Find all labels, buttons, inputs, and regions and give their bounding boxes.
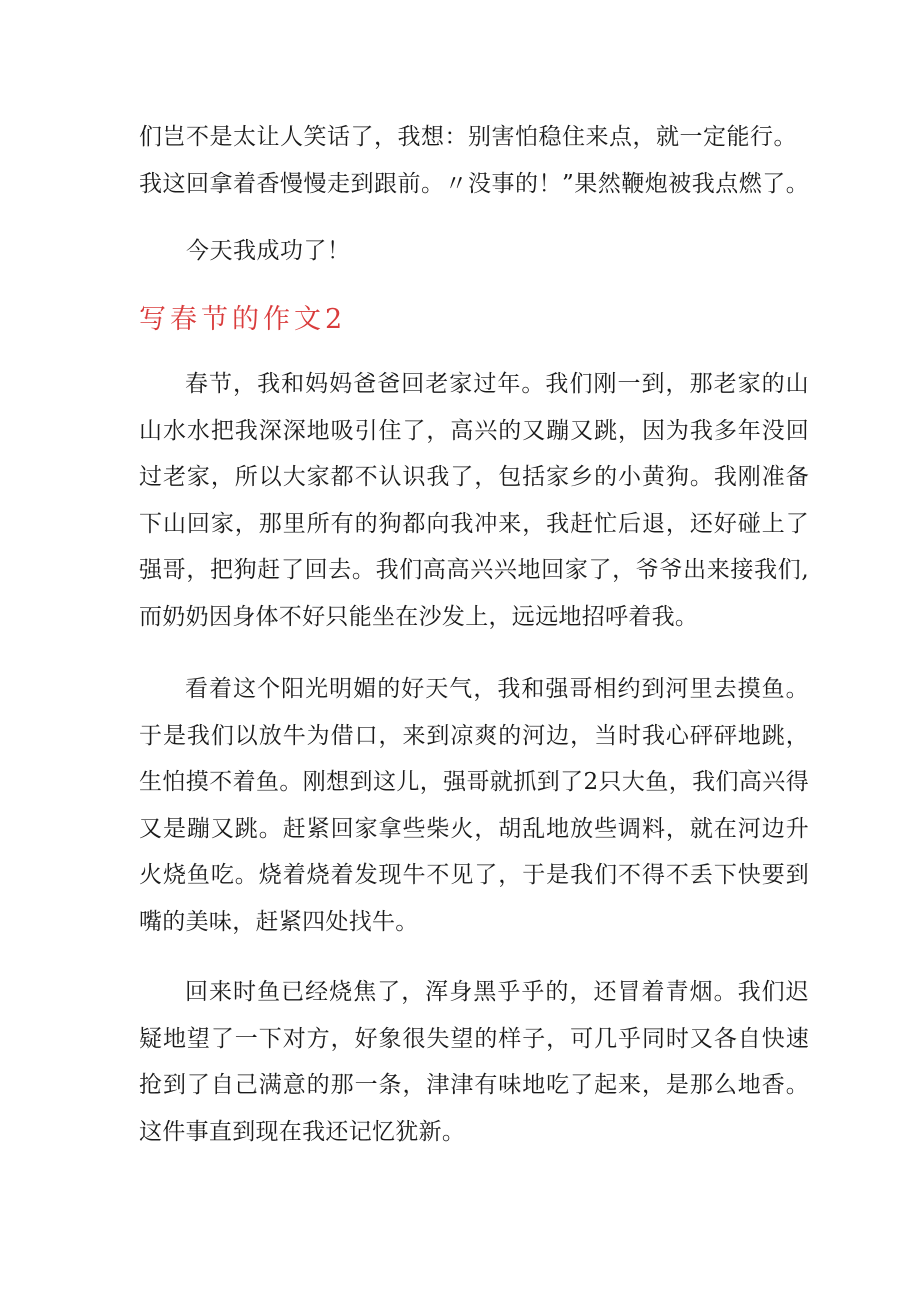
intro-line-2: 我这回拿着香慢慢走到跟前。〃没事的！”果然鞭炮被我点燃了。	[139, 171, 810, 197]
section-heading: 写春节的作文2	[139, 304, 347, 335]
intro-line-3: 今天我成功了！	[186, 238, 351, 264]
paragraph-2: 看着这个阳光明媚的好天气，我和强哥相约到河里去摸鱼。于是我们以放牛为借口，来到凉爽的河边，当时我心砰砰地跳，生怕摸不着鱼。刚想到这儿，强哥就抓到了2只大鱼，我们高兴得又是蹦又跳。赶紧回家拿些柴火，胡乱地放些调料，就在河边升火烧鱼吃。烧着烧着发现牛不见了，于是我们不得不丢下快要到嘴的美味，赶紧四处找牛。	[139, 676, 809, 935]
paragraph-1: 春节，我和妈妈爸爸回老家过年。我们刚一到，那老家的山山水水把我深深地吸引住了，高兴的又蹦又跳，因为我多年没回过老家，所以大家都不认识我了，包括家乡的小黄狗。我刚准备下山回家，那里所有的狗都向我冲来，我赶忙后退，还好碰上了强哥，把狗赶了回去。我们高高兴兴地回家了，爷爷出来接我们,而奶奶因身体不好只能坐在沙发上，远远地招呼着我。	[139, 371, 809, 630]
paragraph-3: 回来时鱼已经烧焦了，浑身黑乎乎的，还冒着青烟。我们迟疑地望了一下对方，好象很失望的样子，可几乎同时又各自快速抢到了自己满意的那一条，津津有味地吃了起来，是那么地香。这件事直到现在我还记忆犹新。	[139, 979, 809, 1145]
intro-line-1: 们岂不是太让人笑话了，我想：别害怕稳住来点，就一定能行。	[139, 124, 797, 150]
